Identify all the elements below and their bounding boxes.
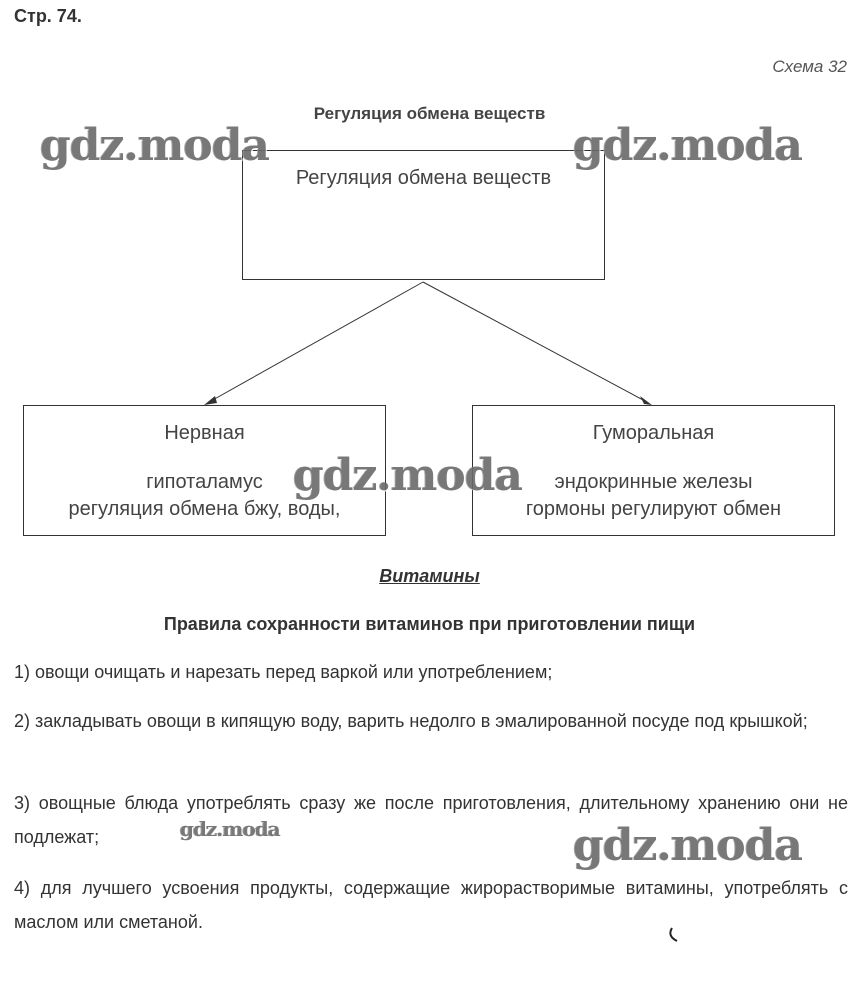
humoral-box-title: Гуморальная — [592, 422, 715, 444]
arrow-left-line — [211, 282, 423, 401]
rule-item-2: 2) закладывать овощи в кипящую воду, варить недолго в эмалированной посуде под крышкой; — [14, 711, 808, 731]
stray-mark — [666, 926, 682, 944]
arrow-right-head — [640, 396, 652, 405]
arrow-left-head — [204, 396, 217, 405]
nervous-box-title: Нервная — [164, 422, 245, 444]
humoral-box — [472, 405, 835, 536]
rule-item-1: 1) овощи очищать и нарезать перед варкой или употреблением; — [14, 662, 553, 682]
nervous-box-line2: регуляция обмена бжу, воды, — [68, 498, 341, 520]
page-label: Стр. 74. — [14, 6, 82, 26]
section-title: Витамины — [379, 566, 480, 586]
rule-item-4: 4) для лучшего усвоения продукты, содержащие жирорастворимые витамины, употреблять с маслом или сметаной. — [14, 878, 848, 932]
humoral-box-line1: эндокринные железы — [554, 471, 753, 493]
humoral-box-line2: гормоны регулируют обмен — [525, 498, 782, 520]
watermark-logo: gdz.moda — [293, 450, 523, 501]
scheme-title: Регуляция обмена веществ — [313, 104, 546, 123]
arrow-right-line — [423, 282, 645, 401]
top-box — [242, 150, 605, 280]
scheme-number: Схема 32 — [772, 57, 847, 76]
watermark-logo: gdz.moda — [180, 817, 280, 841]
rule-item-3: 3) овощные блюда употреблять сразу же после приготовления, длительному хранению они не подлежат; — [14, 793, 848, 847]
watermark-logo: gdz.moda — [573, 820, 803, 871]
watermark-logo: gdz.moda — [573, 120, 803, 171]
top-box-label: Регуляция обмена веществ — [295, 167, 552, 189]
rules-title: Правила сохранности витаминов при приготовлении пищи — [163, 614, 696, 634]
nervous-box-line1: гипоталамус — [146, 471, 263, 493]
watermark-logo: gdz.moda — [40, 120, 270, 171]
